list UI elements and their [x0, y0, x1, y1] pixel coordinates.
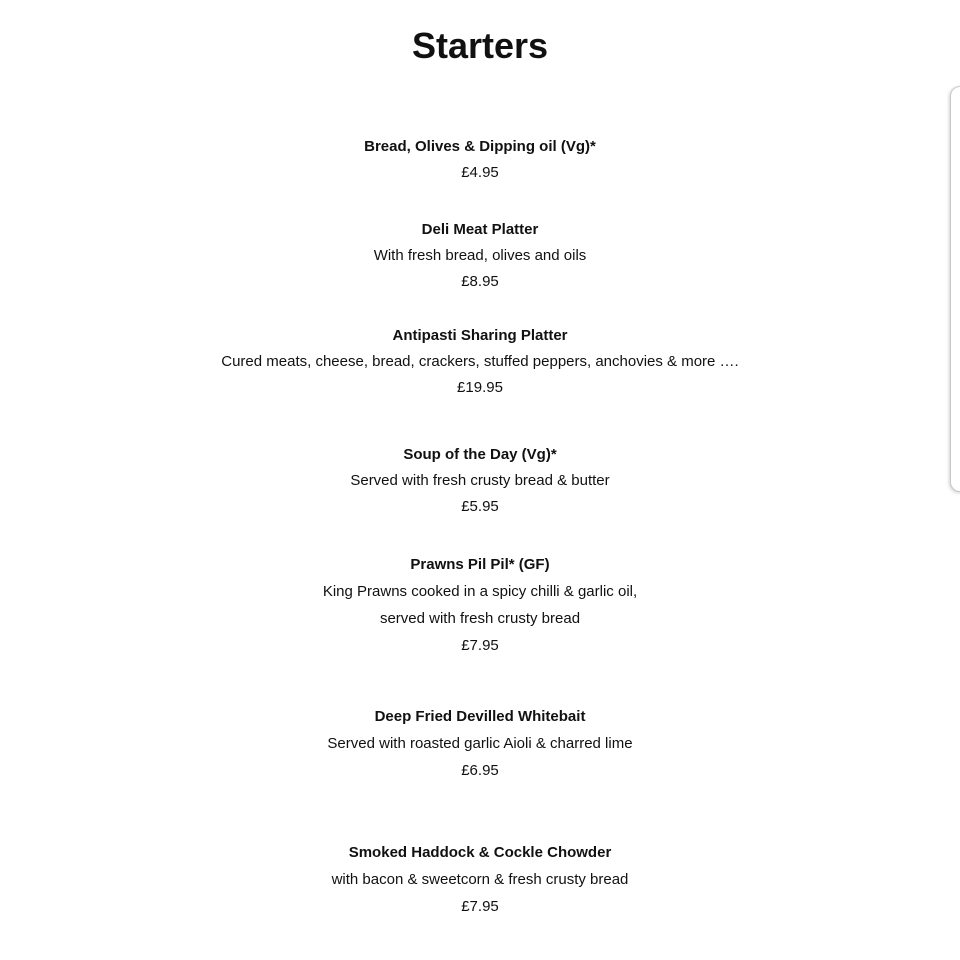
item-description: with bacon & sweetcorn & fresh crusty bread [331, 871, 629, 888]
item-description: Served with fresh crusty bread & butter [350, 472, 610, 489]
item-name: Antipasti Sharing Platter [392, 327, 568, 344]
item-price: £6.95 [461, 762, 499, 779]
item-name: Bread, Olives & Dipping oil (Vg)* [364, 138, 596, 155]
item-name: Prawns Pil Pil* (GF) [410, 556, 550, 573]
item-description: Served with roasted garlic Aioli & charred lime [327, 735, 633, 752]
menu-item-soup-of-the-day [0, 442, 960, 520]
side-panel-handle[interactable] [950, 86, 960, 492]
item-description: King Prawns cooked in a spicy chilli & garlic oil, [322, 583, 638, 600]
menu-item-haddock-chowder [0, 839, 960, 920]
menu-item-antipasti-platter [0, 323, 960, 401]
item-price: £8.95 [461, 273, 499, 290]
item-name: Deli Meat Platter [421, 221, 539, 238]
item-name: Deep Fried Devilled Whitebait [374, 708, 586, 725]
item-price: £5.95 [461, 498, 499, 515]
menu-item-prawns-pil-pil [0, 551, 960, 659]
menu-item-devilled-whitebait [0, 703, 960, 784]
item-description: served with fresh crusty bread [379, 610, 581, 627]
item-price: £7.95 [461, 637, 499, 654]
item-price: £7.95 [461, 898, 499, 915]
item-price: £19.95 [457, 379, 503, 396]
item-name: Smoked Haddock & Cockle Chowder [348, 844, 612, 861]
page-title: Starters [411, 25, 549, 66]
menu-item-bread-olives [0, 134, 960, 186]
item-name: Soup of the Day (Vg)* [403, 446, 557, 463]
item-description: With fresh bread, olives and oils [373, 247, 587, 264]
item-price: £4.95 [461, 164, 499, 181]
menu-item-deli-meat-platter [0, 217, 960, 295]
item-description: Cured meats, cheese, bread, crackers, stuffed peppers, anchovies & more …. [221, 353, 739, 370]
